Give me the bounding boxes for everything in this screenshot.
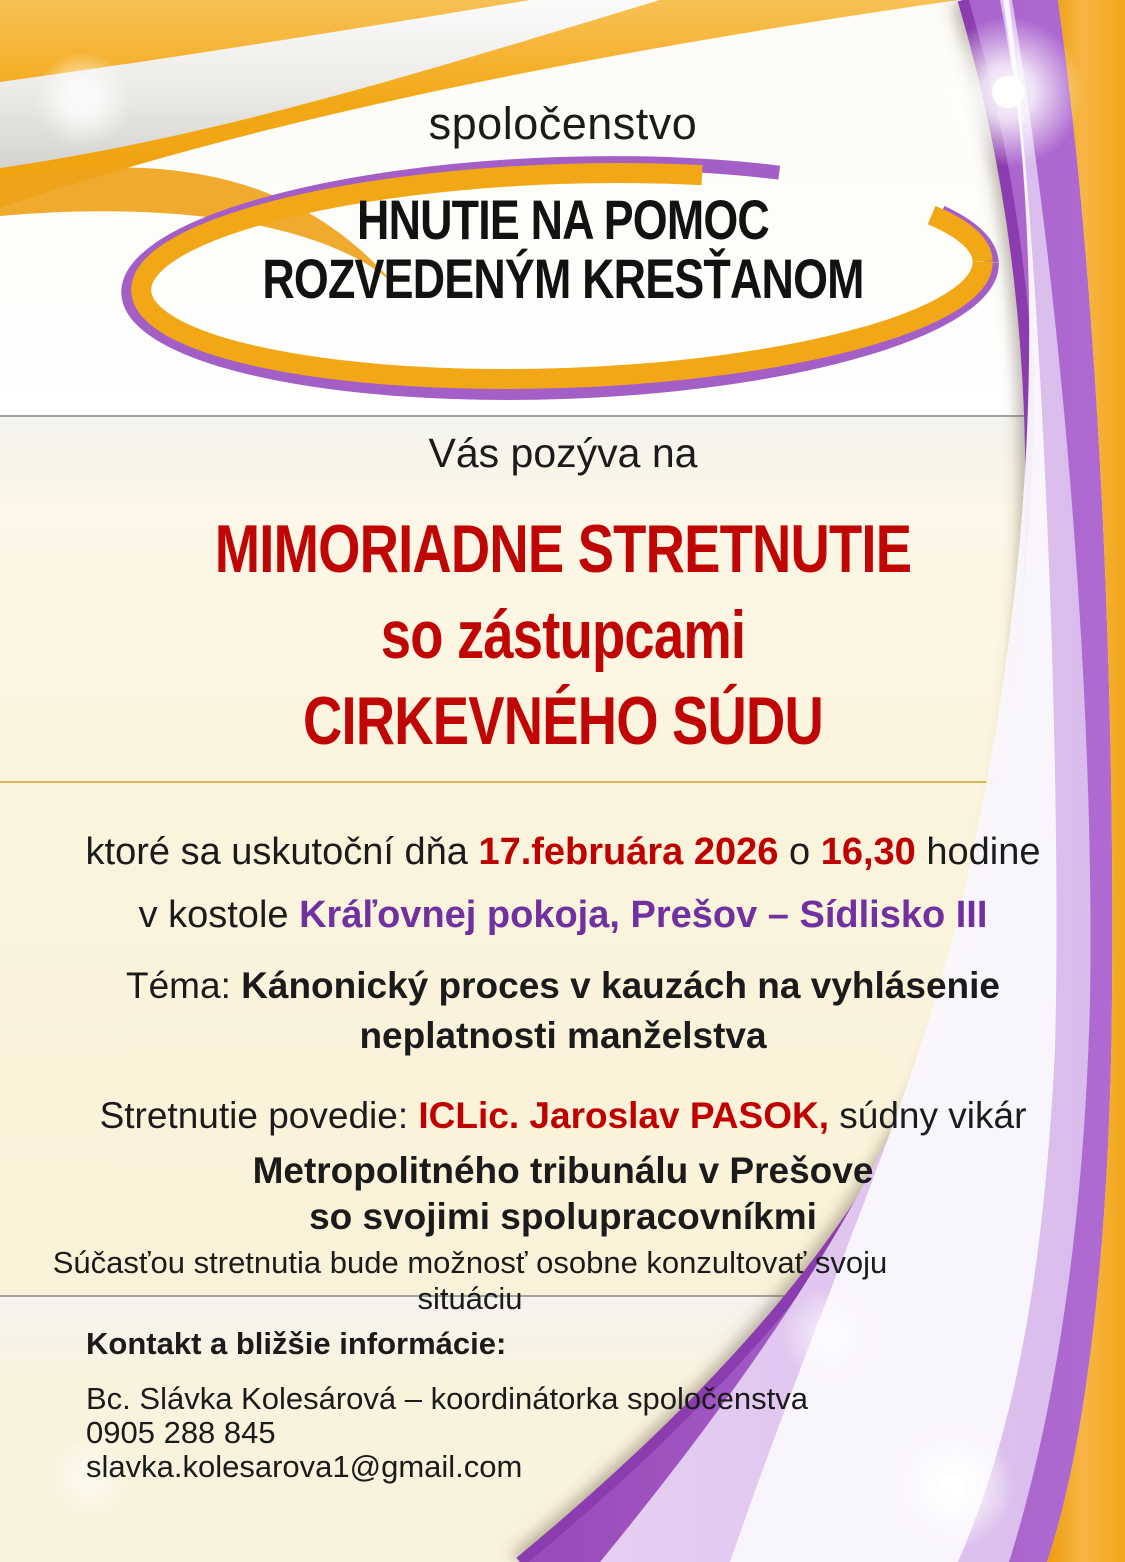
date-connector: o <box>788 831 811 873</box>
speaker-line2: Metropolitného tribunálu v Prešove <box>252 1150 874 1191</box>
contact-person: Bc. Slávka Kolesárová – koordinátorka spoločenstva <box>86 1381 809 1416</box>
topic-text-line2: neplatnosti manželstva <box>359 1015 767 1056</box>
topic-line1 <box>8 961 1118 1011</box>
date-prefix: ktoré sa uskutoční dňa <box>85 831 468 873</box>
event-title-line1: MIMORIADNE STRETNUTIE <box>214 511 912 587</box>
event-title <box>119 506 1007 764</box>
speaker-line3: so svojimi spolupracovníkmi <box>309 1196 817 1237</box>
contact-heading: Kontakt a bližšie informácie: <box>86 1326 507 1361</box>
topic-line2 <box>8 1011 1118 1061</box>
speaker-role: súdny vikár <box>839 1095 1027 1136</box>
event-date: 17.februára 2026 <box>478 831 779 873</box>
contact-phone: 0905 288 845 <box>86 1415 276 1450</box>
location-prefix: v kostole <box>138 894 289 936</box>
community-label: spoločenstvo <box>428 98 698 149</box>
speaker-name: ICLic. Jaroslav PASOK, <box>418 1095 829 1136</box>
location-line <box>8 894 1118 937</box>
event-title-line3: CIRKEVNÉHO SÚDU <box>303 683 823 759</box>
organization-name-line1: HNUTIE NA POMOC <box>357 188 769 251</box>
speaker-line1 <box>8 1095 1118 1137</box>
topic-text-line1: Kánonický proces v kauzách na vyhlásenie <box>241 965 1000 1006</box>
organization-name-line2: ROZVEDENÝM KRESŤANOM <box>262 247 864 310</box>
contact-email: slavka.kolesarova1@gmail.com <box>86 1449 523 1484</box>
organization-name <box>119 190 1007 308</box>
topic-block <box>8 961 1118 1061</box>
speaker-prefix: Stretnutie povedie: <box>99 1095 409 1136</box>
location-name: Kráľovnej pokoja, Prešov – Sídlisko III <box>299 894 988 936</box>
date-line <box>8 831 1118 874</box>
invite-line: Vás pozýva na <box>428 430 698 476</box>
date-suffix: hodine <box>926 831 1041 873</box>
topic-label: Téma: <box>126 965 231 1006</box>
consultation-note: Súčasťou stretnutia bude možnosť osobne konzultovať svoju situáciu <box>52 1245 888 1316</box>
sparkle-bottom-right-core <box>941 1475 965 1499</box>
event-title-line2: so zástupcami <box>380 597 746 673</box>
event-time: 16,30 <box>820 831 916 873</box>
